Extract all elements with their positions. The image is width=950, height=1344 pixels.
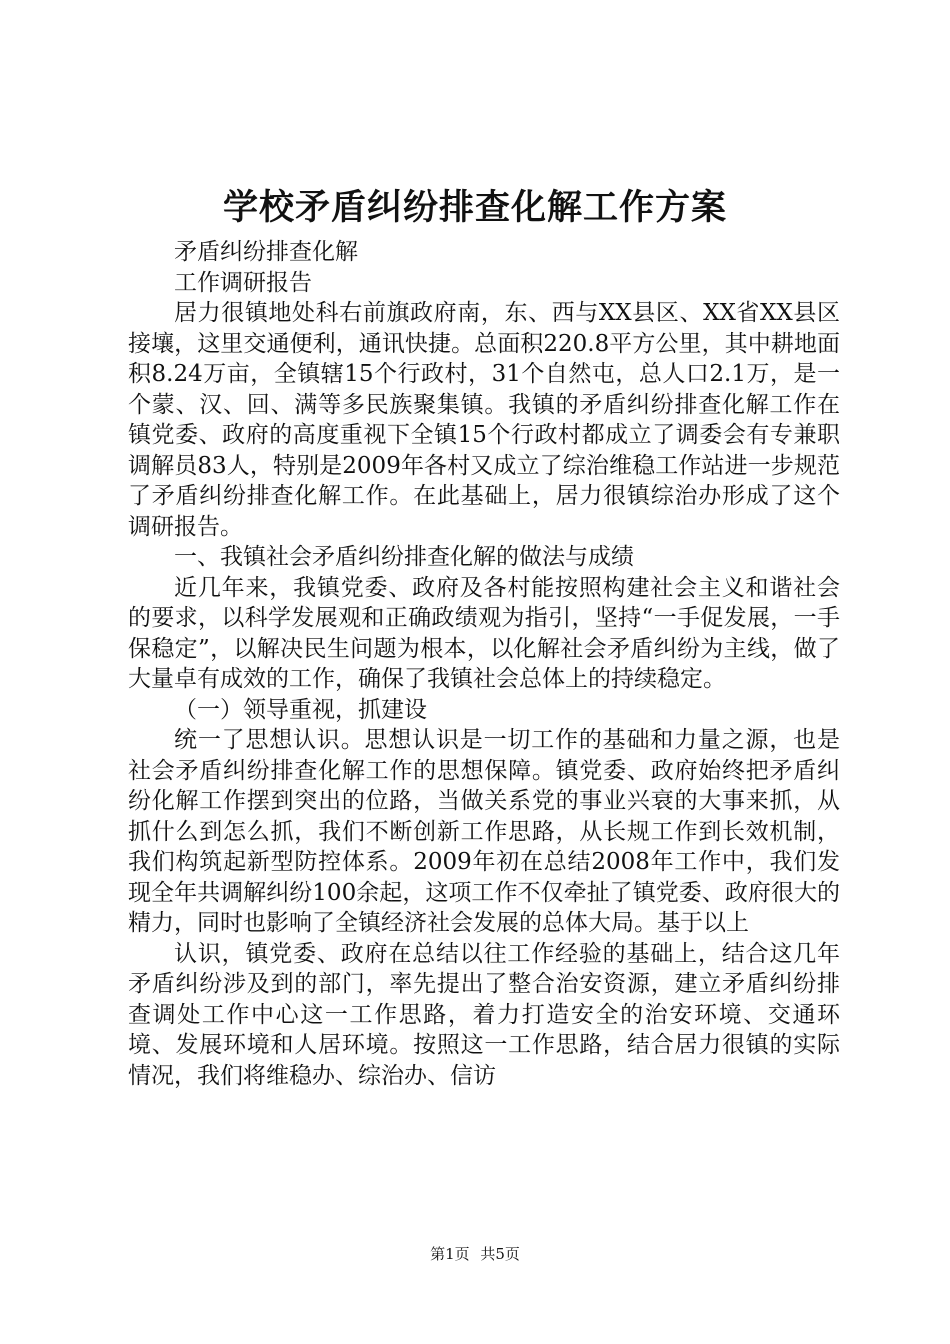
page-number-current: 第1页 <box>430 1245 470 1263</box>
paragraph-overview: 近几年来，我镇党委、政府及各村能按照构建社会主义和谐社会的要求，以科学发展观和正确政绩观为指引，坚持“一手促发展，一手保稳定”，以解决民生问题为根本，以化解社会矛盾纠纷为主线，做了大量卓有成效的工作，确保了我镇社会总体上的持续稳定。 <box>128 574 840 692</box>
paragraph-integration: 认识，镇党委、政府在总结以往工作经验的基础上，结合这几年矛盾纠纷涉及到的部门，率先提出了整合治安资源，建立矛盾纠纷排查调处工作中心这一工作思路，着力打造安全的治安环境、交通环境、发展环境和人居环境。按照这一工作思路，结合居力很镇的实际情况，我们将维稳办、综治办、信访 <box>128 940 840 1089</box>
paragraph-intro: 居力很镇地处科右前旗政府南，东、西与XX县区、XX省XX县区接壤，这里交通便利，通讯快捷。总面积220.8平方公里，其中耕地面积8.24万亩，全镇辖15个行政村，31个自然屯，总人口2.1万，是一个蒙、汉、回、满等多民族聚集镇。我镇的矛盾纠纷排查化解工作在镇党委、政府的高度重视下全镇15个行政村都成立了调委会有专兼职调解员83人，特别是2009年各村又成立了综治维稳工作站进一步规范了矛盾纠纷排查化解工作。在此基础上，居力很镇综治办形成了这个调研报告。 <box>128 300 840 540</box>
page-footer <box>0 1244 950 1264</box>
subsection-heading-1: （一）领导重视，抓建设 <box>174 696 427 723</box>
section-heading-1: 一、我镇社会矛盾纠纷排查化解的做法与成绩 <box>174 544 634 570</box>
subtitle-line-2: 工作调研报告 <box>174 269 312 296</box>
document-body <box>128 237 840 1091</box>
document-title: 学校矛盾纠纷排查化解工作方案 <box>222 187 727 228</box>
page-number-total: 共5页 <box>480 1245 520 1263</box>
paragraph-leadership: 统一了思想认识。思想认识是一切工作的基础和力量之源，也是社会矛盾纠纷排查化解工作的思想保障。镇党委、政府始终把矛盾纠纷化解工作摆到突出的位路，当做关系党的事业兴衰的大事来抓，从抓什么到怎么抓，我们不断创新工作思路，从长规工作到长效机制，我们构筑起新型防控体系。2009年初在总结2008年工作中，我们发现全年共调解纠纷100余起，这项工作不仅牵扯了镇党委、政府很大的精力，同时也影响了全镇经济社会发展的总体大局。基于以上 <box>128 727 840 936</box>
subtitle-line-1: 矛盾纠纷排查化解 <box>174 239 358 265</box>
